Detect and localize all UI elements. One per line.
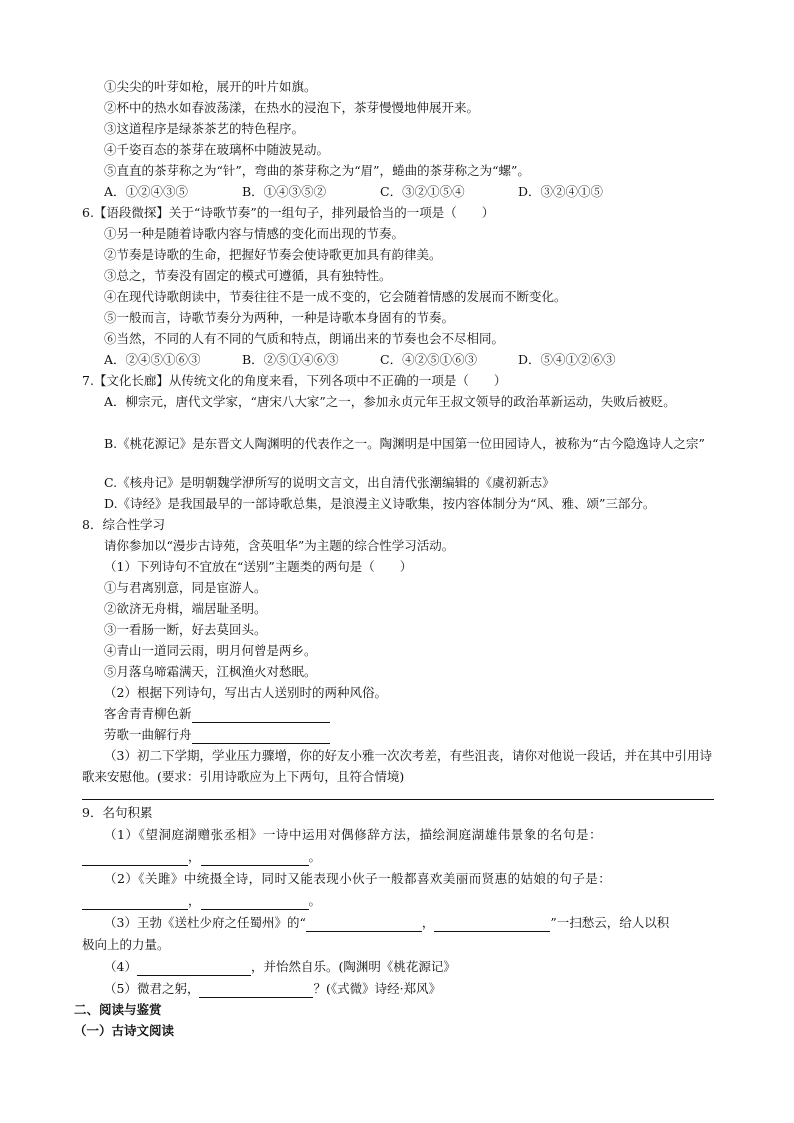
- q5-options: [104, 183, 603, 201]
- q6-option-a[interactable]: A．②④⑤①⑥③: [104, 352, 201, 367]
- q9-s5-text-b: ？(《式微》诗经·郑风》: [313, 981, 442, 996]
- section-2-heading: 二、阅读与鉴赏: [74, 1002, 162, 1017]
- q6-line-6: ⑥当然，不同的人有不同的气质和特点，朗诵出来的节奏也会不尽相同。: [104, 331, 505, 346]
- q6-line-1: ①另一种是随着诗歌内容与情感的变化而出现的节奏。: [104, 226, 405, 241]
- q5-option-b[interactable]: B．①④③⑤②: [242, 184, 327, 199]
- q7-option-c[interactable]: C.《核舟记》是明朝魏学洢所写的说明文言文，出自清代张潮编辑的《虞初新志》: [104, 475, 555, 490]
- q8-sub1-line-5: ⑤月落乌啼霜满天，江枫渔火对愁眠。: [104, 664, 317, 679]
- q9-s3-cont: 极向上的力量。: [82, 937, 170, 952]
- q5-option-d[interactable]: D．③②④①⑤: [518, 184, 604, 199]
- comma: ，: [188, 849, 201, 864]
- q7-option-b[interactable]: B.《桃花源记》是东晋文人陶渊明的代表作之一。陶渊明是中国第一位田园诗人，被称为“古今隐逸诗人之宗”: [104, 436, 705, 451]
- q6-option-c[interactable]: C．④②⑤①⑥③: [380, 352, 478, 367]
- q8-stem: 8．综合性学习: [82, 517, 165, 532]
- q7-option-d[interactable]: D.《诗经》是我国最早的一部诗歌总集，是浪漫主义诗歌集，按内容体制分为“风、雅、颂”三部分。: [104, 496, 656, 511]
- q8-sub1: （1）下列诗句不宜放在“送别”主题类的两句是（ ）: [104, 559, 413, 574]
- q9-s3-text-a: （3）王勃《送杜少府之任蜀州》的“: [104, 915, 306, 930]
- answer-blank[interactable]: [201, 851, 309, 866]
- q9-s2: （2）《关雎》中统摄全诗，同时又能表现小伙子一般都喜欢美丽而贤惠的姑娘的句子是：: [104, 871, 612, 886]
- q9-s2-answer: [82, 892, 321, 910]
- answer-blank[interactable]: [199, 983, 313, 998]
- q8-sub1-line-1: ①与君离别意，同是宦游人。: [104, 580, 267, 595]
- q6-option-b[interactable]: B．②⑤①④⑥③: [242, 352, 339, 367]
- q9-s3-text-b: ”一扫愁云，给人以积: [550, 915, 670, 930]
- period: 。: [308, 849, 322, 864]
- answer-blank[interactable]: [82, 851, 188, 866]
- q8-sub1-line-4: ④青山一道同云雨，明月何曾是两乡。: [104, 643, 317, 658]
- q9-s5-text-a: （5）微君之躬，: [104, 981, 200, 996]
- comma: ，: [188, 893, 201, 908]
- q8-sub2-b: [104, 726, 330, 744]
- answer-blank[interactable]: [306, 917, 422, 932]
- answer-blank[interactable]: [201, 895, 309, 910]
- answer-blank[interactable]: [137, 961, 251, 976]
- q8-sub1-line-3: ③一看肠一断，好去莫回头。: [104, 622, 267, 637]
- q8-sub2-a: [104, 705, 330, 723]
- q5-line-4: ④千姿百态的茶芽在玻璃杯中随波晃动。: [104, 142, 330, 157]
- answer-line[interactable]: [82, 799, 714, 800]
- answer-blank[interactable]: [82, 895, 188, 910]
- q9-s1-answer: [82, 848, 321, 866]
- q5-line-5: ⑤直直的茶芽称之为“针”，弯曲的茶芽称之为“眉”，蜷曲的茶芽称之为“螺”。: [104, 163, 530, 178]
- q8-sub2-b-text: 劳歌一曲解行舟: [104, 727, 192, 742]
- answer-blank[interactable]: [192, 729, 330, 744]
- comma: ，: [421, 915, 435, 930]
- period: 。: [308, 893, 322, 908]
- q6-line-2: ②节奏是诗歌的生命，把握好节奏会使诗歌更加具有韵律美。: [104, 247, 442, 262]
- q8-sub1-line-2: ②欲济无舟楫，端居耻圣明。: [104, 601, 267, 616]
- q6-line-5: ⑤一般而言，诗歌节奏分为两种，一种是诗歌本身固有的节奏。: [104, 310, 455, 325]
- q6-stem: [82, 204, 494, 222]
- answer-blank[interactable]: [434, 917, 550, 932]
- q9-s3: [104, 914, 669, 932]
- q5-option-c[interactable]: C．③②①⑤④: [380, 184, 465, 199]
- q9-s4-text-a: （4）: [104, 959, 137, 974]
- q9-s1: （1）《望洞庭湖赠张丞相》一诗中运用对偶修辞方法，描绘洞庭湖雄伟景象的名句是：: [104, 827, 603, 842]
- q6-line-4: ④在现代诗歌朗读中，节奏往往不是一成不变的，它会随着情感的发展而不断变化。: [104, 289, 567, 304]
- q6-options: [104, 351, 616, 369]
- q8-sub3: （3）初二下学期，学业压力骤增，你的好友小雅一次次考差，有些沮丧，请你对他说一段话，并在其中引用诗歌来安慰他。(要求：引用诗歌应为上下两句，且符合情境): [82, 748, 712, 784]
- q5-line-1: ①尖尖的叶芽如枪，展开的叶片如旗。: [104, 79, 317, 94]
- q7-stem: 7.【文化长廊】从传统文化的角度来看，下列各项中不正确的一项是（ ）: [82, 373, 507, 388]
- q9-stem: 9．名句积累: [82, 805, 153, 820]
- q5-line-2: ②杯中的热水如春波荡漾，在热水的浸泡下，茶芽慢慢地伸展开来。: [104, 100, 480, 115]
- q8-intro: 请你参加以“漫步古诗苑，含英咀华”为主题的综合性学习活动。: [104, 538, 455, 553]
- answer-blank[interactable]: [192, 708, 330, 723]
- q8-sub2: （2）根据下列诗句，写出古人送别时的两种风俗。: [104, 685, 387, 700]
- q8-sub2-a-text: 客舍青青柳色新: [104, 706, 192, 721]
- q6-option-d[interactable]: D．⑤④①②⑥③: [518, 352, 616, 367]
- q5-line-3: ③这道程序是绿茶茶艺的特色程序。: [104, 121, 305, 136]
- q6-stem-text: 6.【语段微探】关于“诗歌节奏”的一组句子，排列最恰当的一项是（ ）: [82, 205, 495, 220]
- q7-option-a[interactable]: A．柳宗元，唐代文学家，“唐宋八大家”之一，参加永贞元年王叔文领导的政治革新运动，失败后被贬。: [104, 394, 676, 409]
- q9-s4-text-b: ，并怡然自乐。(陶渊明《桃花源记》: [250, 959, 456, 974]
- section-2-subheading: （一）古诗文阅读: [74, 1023, 175, 1038]
- q6-line-3: ③总之，节奏没有固定的模式可遵循，具有独特性。: [104, 268, 392, 283]
- q9-s5: [104, 980, 441, 998]
- q9-s4: [104, 958, 456, 976]
- q5-option-a[interactable]: A．①②④③⑤: [104, 184, 189, 199]
